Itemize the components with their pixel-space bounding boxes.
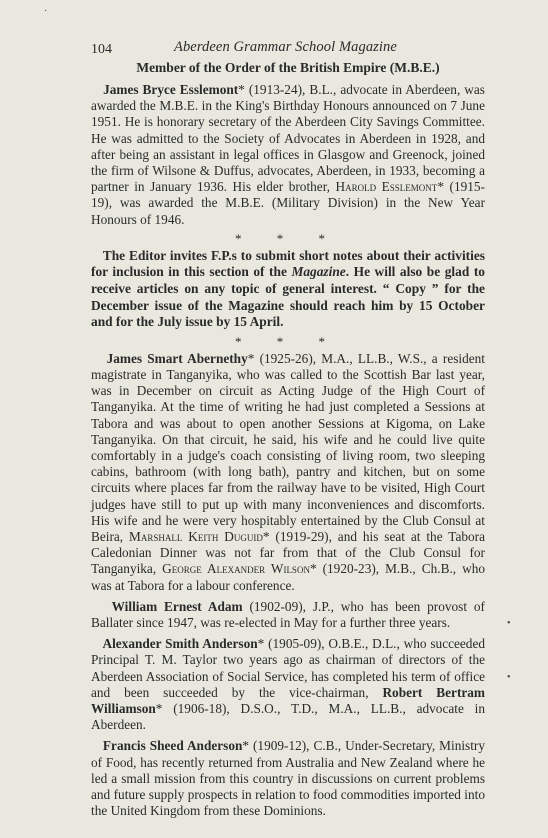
separator: * * * xyxy=(235,230,341,246)
entry-text: * (1919-29), and his seat at the Tabora Caledonian Dinner was not far from that of the Club Consul for Tanganyika, xyxy=(91,529,485,577)
entry-adam xyxy=(91,599,485,631)
page-number: 104 xyxy=(91,42,112,57)
entry-abernethy xyxy=(91,351,485,594)
speck: • xyxy=(507,672,511,683)
page-header xyxy=(91,34,485,56)
speck: • xyxy=(507,618,511,629)
entry-text: (1902-09), J.P., who has been provost of Ballater since 1947, was re-elected in May for a further three years. xyxy=(91,598,485,631)
notice-magazine: Magazine xyxy=(291,264,346,280)
entry-anderson-as xyxy=(91,636,485,733)
entry-esslemont xyxy=(91,82,485,228)
editor-notice xyxy=(91,248,485,331)
notice-text: The Editor invites F.P.s to submit short notes about their activities for inclusion in this section of the xyxy=(91,247,485,280)
section-title: Member of the Order of the British Empire (M.B.E.) xyxy=(136,60,440,75)
entry-person: George Alexander Wilson xyxy=(162,561,310,577)
entry-anderson-fs xyxy=(91,738,485,819)
separator: * * * xyxy=(235,333,341,349)
entry-text: * (1905-09), O.B.E., D.L., who succeeded Principal T. M. Taylor two years ago as chairman of directors of the Aberdeen Association of Social Service, has completed his term of office and been succeeded by the vice-chairman, xyxy=(91,636,486,700)
entry-text: * (1915-19), was awarded the M.B.E. (Military Division) in the New Year Honours of 1946. xyxy=(91,179,485,227)
entry-name: Alexander Smith Anderson xyxy=(102,636,258,652)
page xyxy=(91,34,485,821)
entry-text: * (1909-12), C.B., Under-Secretary, Ministry of Food, has recently returned from Australia and New Zealand where he led a small mission from this country in discussions on current problems and future supply prospects in relation to food commodities imported into the United Kingdom from these Dominions. xyxy=(91,738,485,819)
running-title: Aberdeen Grammar School Magazine xyxy=(174,39,397,55)
entry-text: * (1913-24), B.L., advocate in Aberdeen, was awarded the M.B.E. in the King's Birthday Honours announced on 7 June 1951. He is honorary secretary of the Aberdeen City Savings Committee. He was admitted to the Society of Advocates in Aberdeen in 1928, and after being an assistant in legal offices in Glasgow and Greenock, joined the firm of Wilsone & Duffus, advocates, Aberdeen, in 1933, becoming a partner in January 1936. His elder brother, xyxy=(91,82,485,195)
entry-text: * (1925-26), M.A., LL.B., W.S., a resident magistrate in Tanganyika, who was called to the Scottish Bar last year, was in December on circuit as Acting Judge of the High Court of Tanganyika. At the time of writing he had just completed a Sessions at Tabora and was about to open another Sessions at Kigoma, on Lake Tanganyika. On that circuit, he said, his wife and he could live quite comfortably in a judge's coach consisting of living room, two sleeping cabins, bathroom (with long bath), pantry and kitchen, but on some circuits where places far from the railway have to be visited, High Court judges have still to put up with many inconveniences and discomforts. His wife and he were very hospitably entertained by the Club Consul at Beira, xyxy=(91,350,485,545)
entry-person: Marshall Keith Duguid xyxy=(129,529,263,545)
entry-text: * (1906-18), D.S.O., T.D., M.A., LL.B., advocate in Aberdeen. xyxy=(91,701,485,733)
entry-text: * (1920-23), M.B., Ch.B., who was at Tabora for a labour conference. xyxy=(91,561,486,593)
speck: · xyxy=(44,6,48,17)
entry-name: James Bryce Esslemont xyxy=(103,82,239,97)
entry-person: Robert Bertram Williamson xyxy=(91,684,485,717)
entry-name: James Smart Abernethy xyxy=(106,350,248,366)
entry-person: Harold Esslemont xyxy=(335,179,438,195)
entry-name: William Ernest Adam xyxy=(111,598,243,614)
notice-text: . He will also be glad to receive articles on any topic of general interest. “ Copy ” for the December issue of the Magazine should reach him by 15 October and for the July issue by 15 April. xyxy=(91,264,485,330)
entry-name: Francis Sheed Anderson xyxy=(102,738,243,754)
